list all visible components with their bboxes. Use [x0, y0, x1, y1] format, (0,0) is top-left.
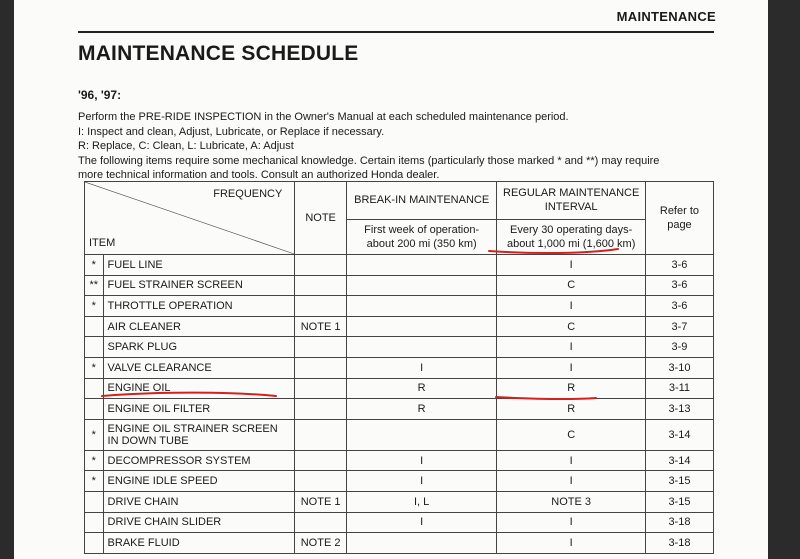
hazard-mark: [85, 337, 104, 358]
note-cell: [295, 275, 347, 296]
intro-line: more technical information and tools. Consult an authorized Honda dealer.: [78, 169, 440, 181]
note-cell: [295, 450, 347, 471]
regular-cell: R: [497, 378, 645, 399]
break-in-cell: I: [346, 471, 497, 492]
refer-page-cell: 3-18: [645, 533, 713, 554]
refer-page-cell: 3-11: [645, 378, 713, 399]
break-in-cell: [346, 419, 497, 450]
refer-page-cell: 3-9: [645, 337, 713, 358]
regular-cell: NOTE 3: [497, 491, 645, 512]
table-row: [85, 399, 714, 420]
refer-page-cell: 3-7: [645, 316, 713, 337]
hazard-mark: [85, 512, 104, 533]
break-in-cell: I, L: [346, 491, 497, 512]
hazard-mark: *: [85, 255, 104, 276]
table-row: [85, 275, 714, 296]
table-row: [85, 450, 714, 471]
regular-cell: I: [497, 471, 645, 492]
refer-page-cell: 3-14: [645, 450, 713, 471]
break-in-cell: [346, 533, 497, 554]
hazard-mark: [85, 491, 104, 512]
item-name: ENGINE IDLE SPEED: [103, 471, 295, 492]
hazard-mark: *: [85, 419, 104, 450]
refer-page-cell: 3-6: [645, 275, 713, 296]
break-in-cell: R: [346, 378, 497, 399]
maintenance-schedule-table: [84, 181, 714, 554]
regular-cell: I: [497, 255, 645, 276]
note-cell: NOTE 2: [295, 533, 347, 554]
intro-text: [78, 110, 718, 183]
item-name: VALVE CLEARANCE: [103, 357, 295, 378]
refer-header: Refer to page: [645, 182, 713, 255]
break-in-cell: R: [346, 399, 497, 420]
table-header-row: [85, 182, 714, 220]
break-in-cell: [346, 296, 497, 317]
refer-page-cell: 3-15: [645, 471, 713, 492]
regular-cell: I: [497, 357, 645, 378]
regular-cell: I: [497, 337, 645, 358]
item-name: BRAKE FLUID: [103, 533, 295, 554]
table-row: [85, 357, 714, 378]
regular-cell: R: [497, 399, 645, 420]
hazard-mark: *: [85, 296, 104, 317]
note-cell: [295, 337, 347, 358]
item-name: ENGINE OIL FILTER: [103, 399, 295, 420]
break-in-cell: [346, 316, 497, 337]
break-in-header: BREAK-IN MAINTENANCE: [346, 182, 497, 220]
item-name: AIR CLEANER: [103, 316, 295, 337]
hazard-mark: *: [85, 471, 104, 492]
manual-page: [14, 0, 768, 559]
hazard-mark: **: [85, 275, 104, 296]
note-cell: [295, 471, 347, 492]
hazard-mark: [85, 533, 104, 554]
intro-line: I: Inspect and clean, Adjust, Lubricate, or Replace if necessary.: [78, 125, 385, 138]
note-cell: [295, 255, 347, 276]
break-in-cell: [346, 255, 497, 276]
note-cell: NOTE 1: [295, 316, 347, 337]
section-header: MAINTENANCE: [616, 9, 716, 24]
break-in-interval: First week of operation- about 200 mi (350 km): [346, 219, 497, 255]
hazard-mark: *: [85, 450, 104, 471]
frequency-item-header: [85, 182, 295, 255]
note-cell: [295, 512, 347, 533]
refer-page-cell: 3-13: [645, 399, 713, 420]
table-row: [85, 378, 714, 399]
item-name: ENGINE OIL STRAINER SCREEN IN DOWN TUBE: [103, 419, 295, 450]
refer-page-cell: 3-6: [645, 296, 713, 317]
table-row: [85, 337, 714, 358]
hazard-mark: *: [85, 357, 104, 378]
refer-page-cell: 3-18: [645, 512, 713, 533]
item-name: DRIVE CHAIN: [103, 491, 295, 512]
item-name: FUEL LINE: [103, 255, 295, 276]
intro-line: The following items require some mechanical knowledge. Certain items (particularly those marked * and **) may require: [78, 154, 660, 167]
item-name: SPARK PLUG: [103, 337, 295, 358]
regular-interval: Every 30 operating days- about 1,000 mi (1,600 km): [497, 219, 645, 255]
note-cell: [295, 399, 347, 420]
header-rule: [78, 31, 714, 33]
item-name: ENGINE OIL: [103, 378, 295, 399]
regular-cell: C: [497, 316, 645, 337]
refer-page-cell: 3-15: [645, 491, 713, 512]
note-cell: [295, 378, 347, 399]
table-row: [85, 255, 714, 276]
intro-line: R: Replace, C: Clean, L: Lubricate, A: Adjust: [78, 140, 294, 152]
table-row: [85, 419, 714, 450]
intro-line: Perform the PRE-RIDE INSPECTION in the Owner's Manual at each scheduled maintenance period.: [78, 111, 569, 123]
regular-header: REGULAR MAINTENANCE INTERVAL: [497, 182, 645, 220]
table-row: [85, 296, 714, 317]
note-header: NOTE: [295, 182, 347, 255]
item-name: THROTTLE OPERATION: [103, 296, 295, 317]
frequency-label: FREQUENCY: [213, 188, 283, 200]
refer-page-cell: 3-14: [645, 419, 713, 450]
break-in-cell: [346, 337, 497, 358]
note-cell: [295, 357, 347, 378]
regular-cell: C: [497, 419, 645, 450]
table-row: [85, 316, 714, 337]
table-row: [85, 491, 714, 512]
note-cell: NOTE 1: [295, 491, 347, 512]
item-name: DRIVE CHAIN SLIDER: [103, 512, 295, 533]
hazard-mark: [85, 399, 104, 420]
hazard-mark: [85, 378, 104, 399]
regular-cell: C: [497, 275, 645, 296]
table-row: [85, 471, 714, 492]
model-years: '96, '97:: [78, 88, 122, 102]
regular-cell: I: [497, 512, 645, 533]
hazard-mark: [85, 316, 104, 337]
break-in-cell: I: [346, 357, 497, 378]
refer-page-cell: 3-6: [645, 255, 713, 276]
break-in-cell: I: [346, 450, 497, 471]
note-cell: [295, 419, 347, 450]
item-name: DECOMPRESSOR SYSTEM: [103, 450, 295, 471]
regular-cell: I: [497, 296, 645, 317]
note-cell: [295, 296, 347, 317]
table-row: [85, 512, 714, 533]
item-label: ITEM: [89, 237, 116, 249]
regular-cell: I: [497, 450, 645, 471]
refer-page-cell: 3-10: [645, 357, 713, 378]
break-in-cell: I: [346, 512, 497, 533]
regular-cell: I: [497, 533, 645, 554]
item-name: FUEL STRAINER SCREEN: [103, 275, 295, 296]
table-row: [85, 533, 714, 554]
page-title: MAINTENANCE SCHEDULE: [78, 42, 359, 65]
break-in-cell: [346, 275, 497, 296]
